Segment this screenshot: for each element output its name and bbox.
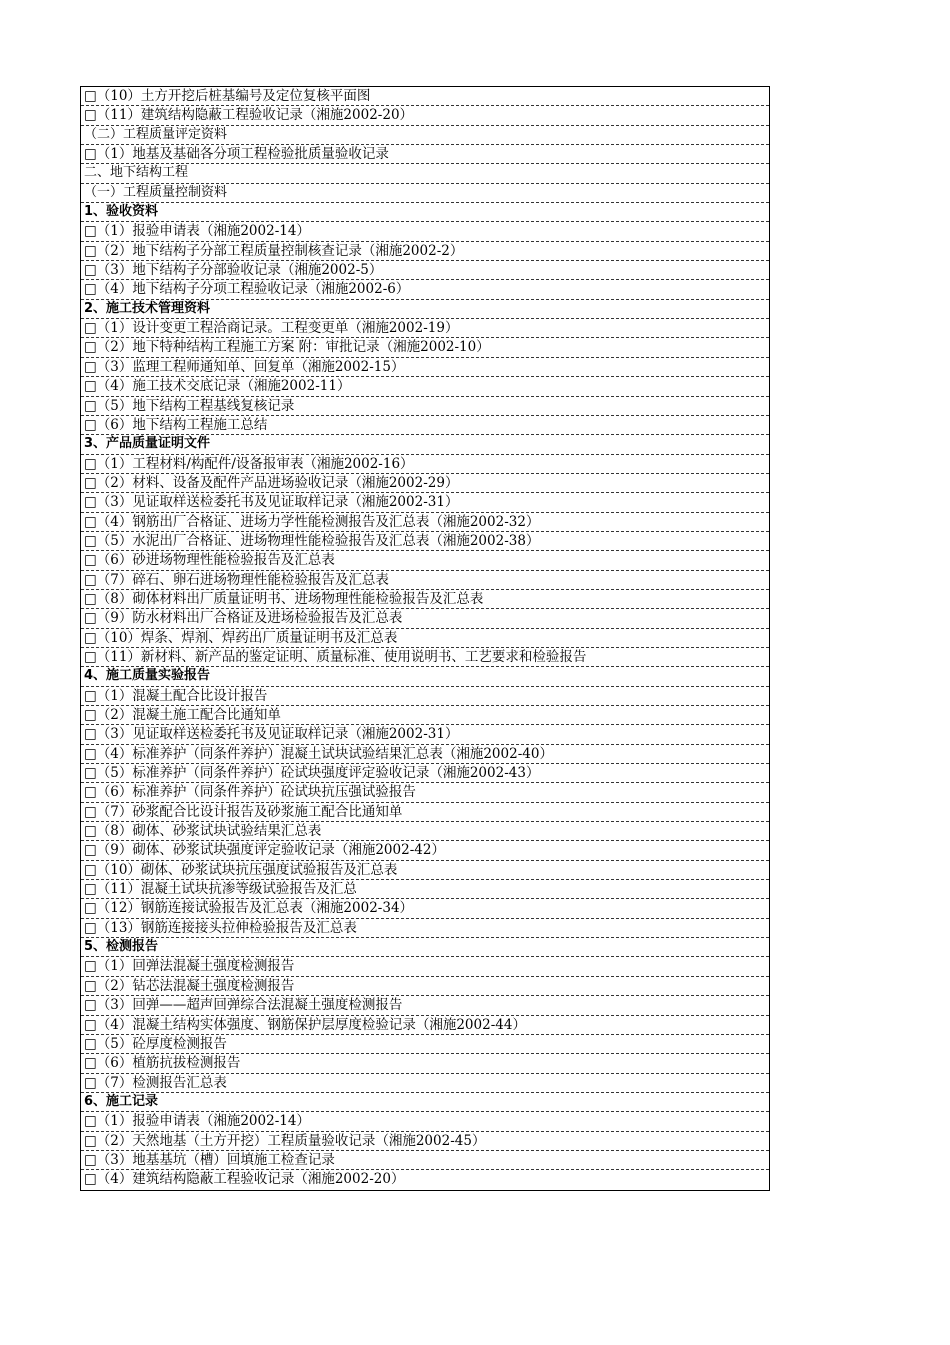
checklist-item[interactable]: □（11）新材料、新产品的鉴定证明、质量标准、使用说明书、工艺要求和检验报告 bbox=[81, 648, 769, 667]
checklist-item[interactable]: □（10）土方开挖后桩基编号及定位复核平面图 bbox=[81, 87, 769, 106]
checklist-item[interactable]: □（8）砌体材料出厂质量证明书、进场物理性能检验报告及汇总表 bbox=[81, 590, 769, 609]
checklist-item[interactable]: □（5）水泥出厂合格证、进场物理性能检验报告及汇总表（湘施2002-38） bbox=[81, 532, 769, 551]
subsection-heading: （二）工程质量评定资料 bbox=[81, 126, 769, 145]
checklist-item[interactable]: □（4）钢筋出厂合格证、进场力学性能检测报告及汇总表（湘施2002-32） bbox=[81, 513, 769, 532]
checklist-item[interactable]: □（11）建筑结构隐蔽工程验收记录（湘施2002-20） bbox=[81, 106, 769, 125]
checklist-item[interactable]: □（1）工程材料/构配件/设备报审表（湘施2002-16） bbox=[81, 455, 769, 474]
section-heading: 5、检测报告 bbox=[81, 938, 769, 957]
checklist-item[interactable]: □（2）材料、设备及配件产品进场验收记录（湘施2002-29） bbox=[81, 474, 769, 493]
checklist-item[interactable]: □（4）标准养护（同条件养护）混凝土试块试验结果汇总表（湘施2002-40） bbox=[81, 745, 769, 764]
checklist-item[interactable]: □（13）钢筋连接接头拉伸检验报告及汇总表 bbox=[81, 919, 769, 938]
checklist-item[interactable]: □（9）砌体、砂浆试块强度评定验收记录（湘施2002-42） bbox=[81, 841, 769, 860]
checklist-item[interactable]: □（1）设计变更工程洽商记录。工程变更单（湘施2002-19） bbox=[81, 319, 769, 338]
checklist-item[interactable]: □（4）混凝土结构实体强度、钢筋保护层厚度检验记录（湘施2002-44） bbox=[81, 1016, 769, 1035]
checklist-item[interactable]: □（5）地下结构工程基线复核记录 bbox=[81, 397, 769, 416]
section-heading: 3、产品质量证明文件 bbox=[81, 435, 769, 454]
checklist-item[interactable]: □（11）混凝土试块抗渗等级试验报告及汇总 bbox=[81, 880, 769, 899]
checklist-item[interactable]: □（1）回弹法混凝土强度检测报告 bbox=[81, 957, 769, 976]
checklist-item[interactable]: □（6）植筋抗拔检测报告 bbox=[81, 1054, 769, 1073]
checklist-item[interactable]: □（7）砂浆配合比设计报告及砂浆施工配合比通知单 bbox=[81, 803, 769, 822]
checklist-item[interactable]: □（1）混凝土配合比设计报告 bbox=[81, 687, 769, 706]
section-heading: 6、施工记录 bbox=[81, 1093, 769, 1112]
checklist-item[interactable]: □（12）钢筋连接试验报告及汇总表（湘施2002-34） bbox=[81, 899, 769, 918]
checklist-item[interactable]: □（1）报验申请表（湘施2002-14） bbox=[81, 1112, 769, 1131]
checklist-item[interactable]: □（2）天然地基（土方开挖）工程质量验收记录（湘施2002-45） bbox=[81, 1132, 769, 1151]
checklist-item[interactable]: □（7）碎石、卵石进场物理性能检验报告及汇总表 bbox=[81, 571, 769, 590]
checklist-item[interactable]: □（7）检测报告汇总表 bbox=[81, 1074, 769, 1093]
checklist-item[interactable]: □（3）地基基坑（槽）回填施工检查记录 bbox=[81, 1151, 769, 1170]
checklist-item[interactable]: □（3）地下结构子分部验收记录（湘施2002-5） bbox=[81, 261, 769, 280]
checklist-item[interactable]: □（8）砌体、砂浆试块试验结果汇总表 bbox=[81, 822, 769, 841]
checklist-item[interactable]: □（2）地下特种结构工程施工方案 附：审批记录（湘施2002-10） bbox=[81, 338, 769, 357]
checklist-item[interactable]: □（2）钻芯法混凝土强度检测报告 bbox=[81, 977, 769, 996]
checklist-item[interactable]: □（10）焊条、焊剂、焊药出厂质量证明书及汇总表 bbox=[81, 629, 769, 648]
checklist-item[interactable]: □（1）地基及基础各分项工程检验批质量验收记录 bbox=[81, 145, 769, 164]
checklist-item[interactable]: □（2）地下结构子分部工程质量控制核查记录（湘施2002-2） bbox=[81, 242, 769, 261]
checklist-item[interactable]: □（6）地下结构工程施工总结 bbox=[81, 416, 769, 435]
checklist-item[interactable]: □（9）防水材料出厂合格证及进场检验报告及汇总表 bbox=[81, 609, 769, 628]
subsection-heading: （一）工程质量控制资料 bbox=[81, 184, 769, 203]
checklist-item[interactable]: □（3）监理工程师通知单、回复单（湘施2002-15） bbox=[81, 358, 769, 377]
checklist-item[interactable]: □（5）砼厚度检测报告 bbox=[81, 1035, 769, 1054]
section-heading: 2、施工技术管理资料 bbox=[81, 300, 769, 319]
checklist-item[interactable]: □（2）混凝土施工配合比通知单 bbox=[81, 706, 769, 725]
checklist-item[interactable]: □（6）标准养护（同条件养护）砼试块抗压强试验报告 bbox=[81, 783, 769, 802]
section-heading: 4、施工质量实验报告 bbox=[81, 667, 769, 686]
checklist-item[interactable]: □（1）报验申请表（湘施2002-14） bbox=[81, 222, 769, 241]
checklist-item[interactable]: □（3）见证取样送检委托书及见证取样记录（湘施2002-31） bbox=[81, 725, 769, 744]
checklist-item[interactable]: □（4）建筑结构隐蔽工程验收记录（湘施2002-20） bbox=[84, 1171, 405, 1188]
checklist-item[interactable]: □（3）见证取样送检委托书及见证取样记录（湘施2002-31） bbox=[81, 493, 769, 512]
section-heading: 1、验收资料 bbox=[81, 203, 769, 222]
checklist-item[interactable]: □（5）标准养护（同条件养护）砼试块强度评定验收记录（湘施2002-43） bbox=[81, 764, 769, 783]
checklist-item[interactable]: □（10）砌体、砂浆试块抗压强度试验报告及汇总表 bbox=[81, 861, 769, 880]
checklist-item[interactable]: □（4）施工技术交底记录（湘施2002-11） bbox=[81, 377, 769, 396]
subsection-heading: 二、地下结构工程 bbox=[81, 164, 769, 183]
checklist-item[interactable]: □（6）砂进场物理性能检验报告及汇总表 bbox=[81, 551, 769, 570]
checklist-item[interactable]: □（3）回弹——超声回弹综合法混凝土强度检测报告 bbox=[81, 996, 769, 1015]
checklist-table bbox=[80, 86, 770, 1191]
checklist-item[interactable]: □（4）地下结构子分项工程验收记录（湘施2002-6） bbox=[81, 280, 769, 299]
